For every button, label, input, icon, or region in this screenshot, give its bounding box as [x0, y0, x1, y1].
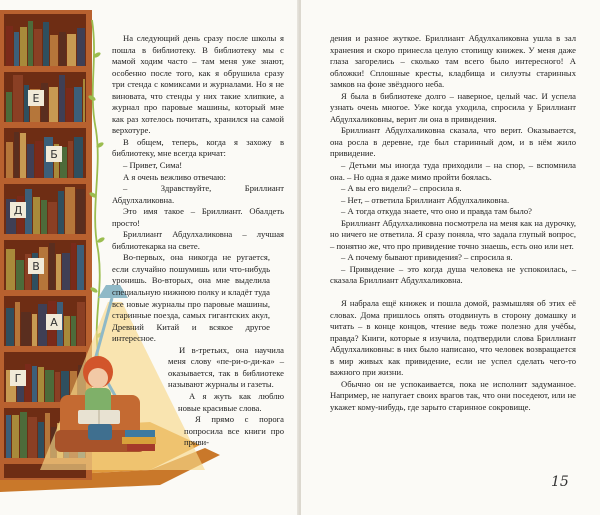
- shelf-board: [4, 122, 86, 128]
- book-spine: [77, 245, 84, 290]
- letter-block-label: Д: [13, 204, 23, 217]
- book-spine: [21, 312, 31, 346]
- book-spine: [28, 417, 37, 458]
- book-spine: [6, 415, 11, 458]
- paragraph: Я была в библиотеке долго – наверное, целый час. И успела узнать очень многое. Уже когда уходила, спросила у Бриллиант Абдулхаликовны, верит ли она в привидения.: [330, 90, 576, 124]
- paragraph: – Детьми мы иногда туда приходили – на спор, – вспомнила она. – Но одна я даже мимо пройти боялась.: [330, 160, 576, 182]
- book-spine: [33, 197, 40, 234]
- paragraph: А я жуть как люблю новые красивые слова.: [178, 390, 284, 413]
- paragraph: На следующий день сразу после школы я пошла в библиотеку. В библиотеку мы с мамой ходим часто – там меня уже знают, особенно после того, как я обрушила сразу три стенда с комиксами и журналами. Но я не виновата, что стенды у них такие хлипкие, а журнал про паровые машины, который мне как раз хотелось почитать, хранился на самой верхотуре.: [112, 33, 284, 136]
- book-spine: [83, 79, 85, 122]
- book-spine: [13, 75, 23, 122]
- paragraph: В общем, теперь, когда я захожу в библиотеку, мне всегда кричат:: [112, 136, 284, 159]
- paragraph: – А почему бывают привидения? – спросила я.: [341, 252, 513, 263]
- book-spine: [74, 137, 83, 178]
- book-spine: [32, 314, 37, 346]
- page-number: 15: [551, 474, 569, 490]
- book-spine: [27, 144, 34, 178]
- paragraph: Бриллиант Абдулхаликовна – лучшая библиотекарка на свете.: [112, 229, 284, 251]
- book-spine: [68, 141, 73, 178]
- book-spine: [38, 367, 44, 402]
- paragraph: – Нет, – ответила Бриллиант Абдулхаликовна.: [341, 194, 510, 205]
- shelf-board: [4, 178, 86, 184]
- letter-block-label: Г: [14, 372, 22, 385]
- book-spine: [6, 142, 13, 178]
- paragraph: Я набрала ещё книжек и пошла домой, размышляя об этих её словах. Дома пришлось опять отодвинуть в сторону домашку и читать – в конце концов, чтение ведь тоже полезно для учёбы, правда? Книги, которые я изучила, подтвердили слова Бриллиант Абдулхаликовны: в них было написано, что человек возвращается в мир живых как привидение, если не успел сделать чего-то важного при жизни.: [330, 298, 576, 378]
- vine: [92, 20, 100, 360]
- book-spine: [43, 22, 49, 66]
- book-spine: [62, 253, 70, 290]
- book-spine: [20, 412, 27, 458]
- book-spine: [71, 316, 76, 346]
- book-spine: [64, 316, 70, 346]
- book-spine: [50, 35, 58, 66]
- book-spine: [6, 249, 15, 290]
- letter-block-label: Е: [32, 92, 40, 105]
- book-spine: [59, 75, 65, 122]
- book-spine: [56, 254, 61, 290]
- book-spine: [66, 88, 73, 122]
- book-spine: [6, 26, 13, 66]
- paragraph: – Привет, Сима!: [123, 160, 183, 171]
- book-spine: [49, 87, 58, 122]
- book-spine: [25, 189, 32, 234]
- right-page-text: [330, 33, 576, 414]
- paragraph: – А тогда откуда знаете, что оно и правда там было?: [341, 206, 532, 217]
- shelf-board: [4, 346, 86, 352]
- book-spine: [65, 187, 75, 234]
- book-spine: [67, 34, 76, 66]
- book-spine: [41, 200, 47, 234]
- book-spine: [74, 87, 82, 122]
- letter-block-label: Б: [50, 148, 58, 161]
- book-spine: [32, 366, 37, 402]
- paragraph: дения и разное жуткое. Бриллиант Абдулхаликовна ушла в зал хранения и скоро принесла целую стопищу книжек. У меня даже глаза загорелись – сколько там всего было интересного! А обложки! Сплошные кресты, кладбища и силуэты старинных замков на фоне звёздного неба.: [330, 33, 576, 90]
- book-spine: [45, 370, 54, 402]
- book-spine: [49, 243, 55, 290]
- book-spine: [77, 28, 85, 66]
- paragraph: Обычно он не успокаивается, пока не исполнит задуманное. Например, не напугает своих врагов так, что они поседеют, или не укажет кому-нибудь, где зарыто старинное сокровище.: [330, 378, 576, 412]
- paragraph: Бриллиант Абдулхаликовна сказала, что верит. Оказывается, она росла в деревне, где был старинный дом, и в нём жило привидение.: [330, 125, 576, 159]
- book-spine: [15, 302, 20, 346]
- paragraph: И в-третьих, она научила меня слову «пе-ри-о-ди-ка» – оказывается, так в библиотеке называют журналы и газеты.: [168, 344, 284, 390]
- letter-block-label: В: [32, 260, 40, 273]
- paragraph: Во-первых, она никогда не ругается, если случайно пошумишь или что-нибудь уронишь. Во-вторых, она мне выделила специальную нижнюю полку и кладёт туда все новые журналы про паровые машины, старинные поезда, самых гигантских акул, Древний Китай и всякое другое интересное.: [112, 252, 270, 344]
- paragraph: Бриллиант Абдулхаликовна посмотрела на меня как на дурочку, но ничего не ответила. Я сразу поняла, что задала глупый вопрос, – понятно же, что про привидение точно знаешь, есть оно или нет.: [330, 217, 576, 251]
- book-spine: [28, 21, 33, 66]
- paragraph: Это имя такое – Бриллиант. Обалдеть просто!: [112, 206, 284, 228]
- book-spine: [38, 422, 44, 458]
- book-spine: [71, 243, 76, 290]
- book-spine: [48, 202, 57, 234]
- paragraph: – А вы его видели? – спросила я.: [341, 183, 462, 194]
- paragraph: Я прямо с порога попросила все книги про приви-: [184, 414, 284, 448]
- paragraph: – Привидение – это когда душа человека не успокоилась, – сказала Бриллиант Абдулхаликовна.: [330, 263, 576, 286]
- book-spine: [14, 132, 19, 178]
- shelf-board: [4, 234, 86, 240]
- book-spine: [59, 32, 66, 66]
- book-spine: [6, 92, 12, 122]
- shelf-board: [4, 290, 86, 296]
- book-spine: [55, 372, 60, 402]
- paragraph: – Здравствуйте, Бриллиант Абдулхаликовна.: [112, 183, 284, 205]
- book-spine: [77, 302, 85, 346]
- paragraph: А я очень вежливо отвечаю:: [123, 171, 226, 182]
- left-page-text: [112, 33, 284, 449]
- book-spine: [20, 27, 27, 66]
- book-spine: [16, 260, 24, 290]
- book-spine: [14, 32, 19, 66]
- book-spine: [34, 29, 42, 66]
- letter-block-label: А: [50, 316, 58, 329]
- book-spine: [76, 189, 85, 234]
- book-spine: [20, 133, 26, 178]
- book-spine: [58, 191, 64, 234]
- book-spine: [35, 141, 43, 178]
- book-spine: [6, 308, 14, 346]
- book-spine: [12, 415, 19, 458]
- shelf-board: [4, 66, 86, 72]
- book-spine: [38, 304, 47, 346]
